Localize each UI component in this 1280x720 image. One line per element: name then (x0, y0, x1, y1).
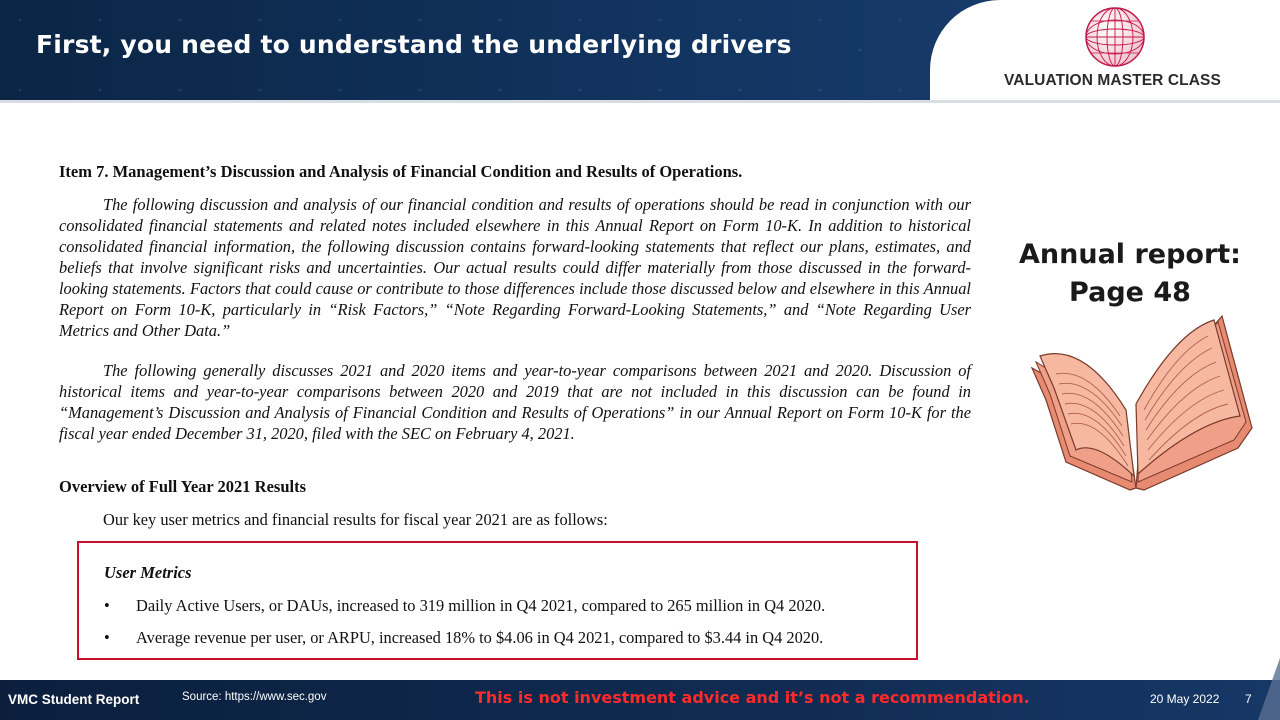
list-item (104, 596, 825, 616)
mdna-paragraph-1 (59, 194, 971, 341)
bullet-icon: • (104, 596, 110, 615)
para1-line: Regarding Forward-Looking Statements,” and “Note Regarding User Metrics and Other Data.” (59, 300, 971, 340)
para2-line: The following generally discusses 2021 and 2020 items and year-to-year comparisons between 2021 and 2020. (103, 361, 873, 380)
para2-line: Discussion of historical items and year-to-year comparisons between 2020 and 2019 that are not included in this discussion (59, 361, 971, 401)
footer-source: Source: https://www.sec.gov (182, 691, 327, 703)
bullet-icon: • (104, 628, 110, 647)
para1-line: include those discussed below and elsewhere in this Annual Report on Form 10-K, particularly in “Risk Factors,” “Note (59, 279, 971, 319)
footer-page-number: 7 (1245, 692, 1252, 706)
user-metrics-title: User Metrics (104, 563, 192, 582)
para2-line: can be found in “Management’s Discussion and Analysis of Financial Condition and Results of Operations” in our Annual (59, 382, 971, 422)
para1-line: materially from those discussed in the forward-looking statements. Factors that could cause or contribute to those differences (59, 258, 971, 298)
header-divider (0, 100, 1280, 103)
para1-line: The following discussion and analysis of our financial condition and results of operations should be read in conjunction (103, 195, 910, 214)
brand-logo-text: VALUATION MASTER CLASS (1004, 72, 1221, 89)
user-metrics-highlight-box (77, 541, 918, 660)
callout-line-1: Annual report: (1019, 239, 1241, 270)
bullet-text: Average revenue per user, or ARPU, increased 18% to $4.06 in Q4 2021, compared to $3.44 in Q4 2020. (136, 628, 824, 647)
item7-heading: Item 7. Management’s Discussion and Analysis of Financial Condition and Results of Operations. (59, 162, 743, 181)
open-book-icon (1026, 312, 1254, 494)
para1-line: reflect our plans, estimates, and beliefs that involve significant risks and uncertainties. Our actual results could differ (59, 237, 972, 277)
footer-corner-accent (1258, 658, 1280, 720)
footer-date: 20 May 2022 (1150, 692, 1220, 706)
list-item (104, 628, 823, 648)
slide-footer (0, 680, 1280, 720)
para1-line: with our consolidated financial statements and related notes included elsewhere in this Annual Report on Form 10-K. In (59, 195, 971, 235)
overview-text: Our key user metrics and financial results for fiscal year 2021 are as follows: (103, 510, 608, 529)
footer-disclaimer: This is not investment advice and it’s not a recommendation. (475, 688, 1030, 707)
callout-line-2: Page 48 (1069, 277, 1191, 308)
para2-line: Report on Form 10-K for the fiscal year ended December 31, 2020, filed with the SEC on February 4, 2021. (59, 403, 971, 443)
para1-line: addition to historical consolidated financial information, the following discussion contains forward-looking statements that (59, 216, 971, 256)
mdna-paragraph-2 (59, 360, 971, 444)
globe-logo-icon (1082, 5, 1148, 69)
footer-report-label: VMC Student Report (8, 692, 140, 707)
annual-report-page-callout (1010, 236, 1250, 312)
bullet-text: Daily Active Users, or DAUs, increased to 319 million in Q4 2021, compared to 265 million in Q4 2020. (136, 596, 826, 615)
slide-title: First, you need to understand the underlying drivers (36, 30, 792, 59)
overview-heading: Overview of Full Year 2021 Results (59, 477, 307, 496)
